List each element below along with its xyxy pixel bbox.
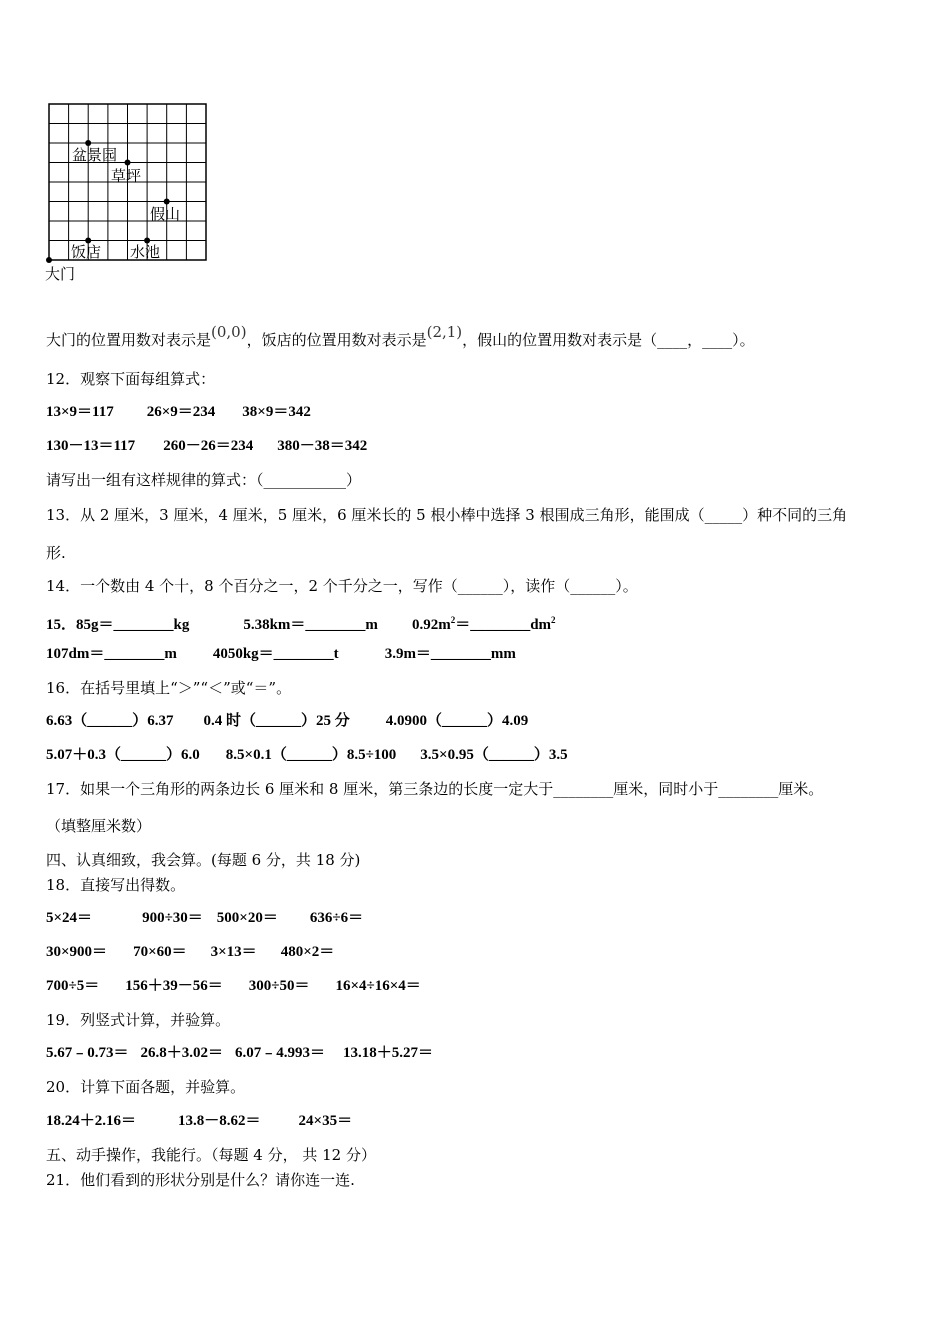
caoping-point <box>125 160 131 166</box>
q15-row2 <box>46 644 516 664</box>
q18-expr: 156＋39－56＝ <box>125 978 223 994</box>
label-caoping: 草坪 <box>111 167 142 185</box>
q12-expr: 130－13＝117 <box>46 438 136 454</box>
q18-expr: 16×4÷16×4＝ <box>335 978 421 994</box>
q16-row2 <box>46 745 568 765</box>
q19-row <box>46 1043 433 1063</box>
q19-title: 19．列竖式计算，并验算。 <box>46 1011 231 1029</box>
position-grid-map <box>44 98 214 288</box>
q12-expr: 380－38＝342 <box>277 438 368 454</box>
q18-expr: 700÷5＝ <box>46 978 100 994</box>
q11-part2: ，饭店的位置用数对表示是 <box>246 331 427 349</box>
q12-ask: 请写出一组有这样规律的算式：（___________） <box>46 471 362 489</box>
label-penjing: 盆景园 <box>72 146 118 164</box>
q20-row <box>46 1111 352 1131</box>
q18-row3 <box>46 976 421 996</box>
label-damen: 大门 <box>45 265 76 283</box>
jiashan-point <box>164 199 170 205</box>
q16-item: 0.4 时（______）25 分 <box>203 713 350 729</box>
q18-expr: 480×2＝ <box>280 944 335 960</box>
q11-text <box>46 322 755 350</box>
q15-sup: 2 <box>551 615 556 625</box>
q18-row2 <box>46 942 334 962</box>
q18-expr: 500×20＝ <box>216 910 278 926</box>
q15-row1 <box>46 610 556 635</box>
coord-fandian: (2,1) <box>426 323 463 341</box>
q16-title: 16．在括号里填上“＞”“＜”或“＝”。 <box>46 679 292 697</box>
q16-item: 4.0900（______）4.09 <box>385 713 529 729</box>
q14-text: 14．一个数由 4 个十，8 个百分之一，2 个千分之一，写作（______），读作（______）。 <box>46 577 638 595</box>
q17-line1: 17．如果一个三角形的两条边长 6 厘米和 8 厘米，第三条边的长度一定大于________厘米，同时小于________厘米。 <box>46 780 824 798</box>
q17-line2: （填整厘米数） <box>46 817 152 835</box>
q18-expr: 3×13＝ <box>210 944 257 960</box>
q12-row2 <box>46 436 367 456</box>
q12-row1 <box>46 402 311 422</box>
q18-expr: 70×60＝ <box>133 944 187 960</box>
q15-sup: 2 <box>450 615 456 625</box>
q18-expr: 900÷30＝ <box>142 910 203 926</box>
section4-title: 四、认真细致，我会算。(每题 6 分，共 18 分) <box>46 851 361 869</box>
q20-expr: 24×35＝ <box>298 1113 353 1129</box>
q19-expr: 13.18＋5.27＝ <box>343 1045 434 1061</box>
q15-f: 3.9m＝________mm <box>384 646 516 662</box>
q15-c2: ＝________dm <box>455 617 552 633</box>
q12-expr: 13×9＝117 <box>46 404 114 420</box>
q19-expr: 6.07﹣4.993＝ <box>235 1045 326 1061</box>
q13-line1: 13．从 2 厘米，3 厘米，4 厘米，5 厘米，6 厘米长的 5 根小棒中选择 3 根围成三角形，能围成（_____）种不同的三角 <box>46 506 848 524</box>
q11-part1: 大门的位置用数对表示是 <box>46 331 212 349</box>
q15-a: 15．85g＝________kg <box>46 617 190 633</box>
q16-item: 5.07＋0.3（______）6.0 <box>46 747 200 763</box>
q15-d: 107dm＝________m <box>46 646 177 662</box>
q15-b: 5.38km＝________m <box>243 617 378 633</box>
q15-c1: 0.92m <box>411 617 451 633</box>
q18-title: 18．直接写出得数。 <box>46 876 186 894</box>
q12-expr: 26×9＝234 <box>146 404 216 420</box>
section5-title: 五、动手操作，我能行。（每题 4 分， 共 12 分） <box>46 1146 376 1164</box>
q20-title: 20．计算下面各题，并验算。 <box>46 1078 246 1096</box>
q18-expr: 5×24＝ <box>46 910 93 926</box>
q16-row1 <box>46 711 528 731</box>
q12-expr: 260－26＝234 <box>163 438 254 454</box>
q19-expr: 26.8＋3.02＝ <box>140 1045 224 1061</box>
q19-expr: 5.67﹣0.73＝ <box>46 1045 129 1061</box>
q16-item: 6.63（______）6.37 <box>46 713 174 729</box>
q12-title: 12．观察下面每组算式： <box>46 370 216 388</box>
label-jiashan: 假山 <box>150 205 181 223</box>
q13-line2: 形. <box>46 544 66 562</box>
q21-title: 21．他们看到的形状分别是什么？请你连一连. <box>46 1171 355 1189</box>
q20-expr: 18.24＋2.16＝ <box>46 1113 137 1129</box>
label-shuichi: 水池 <box>130 243 161 261</box>
q16-item: 3.5×0.95（______）3.5 <box>420 747 568 763</box>
label-fandian: 饭店 <box>71 243 102 261</box>
q18-row1 <box>46 908 363 928</box>
q16-item: 8.5×0.1（______）8.5÷100 <box>225 747 397 763</box>
q18-expr: 30×900＝ <box>46 944 108 960</box>
coord-damen: (0,0) <box>211 323 247 341</box>
q18-expr: 636÷6＝ <box>309 910 364 926</box>
q20-expr: 13.8－8.62＝ <box>178 1113 261 1129</box>
q18-expr: 300÷50＝ <box>248 978 310 994</box>
q15-e: 4050kg＝________t <box>212 646 339 662</box>
q11-part3: ，假山的位置用数对表示是（____，____）。 <box>462 331 755 349</box>
damen-point <box>46 257 52 263</box>
q12-expr: 38×9＝342 <box>242 404 311 420</box>
